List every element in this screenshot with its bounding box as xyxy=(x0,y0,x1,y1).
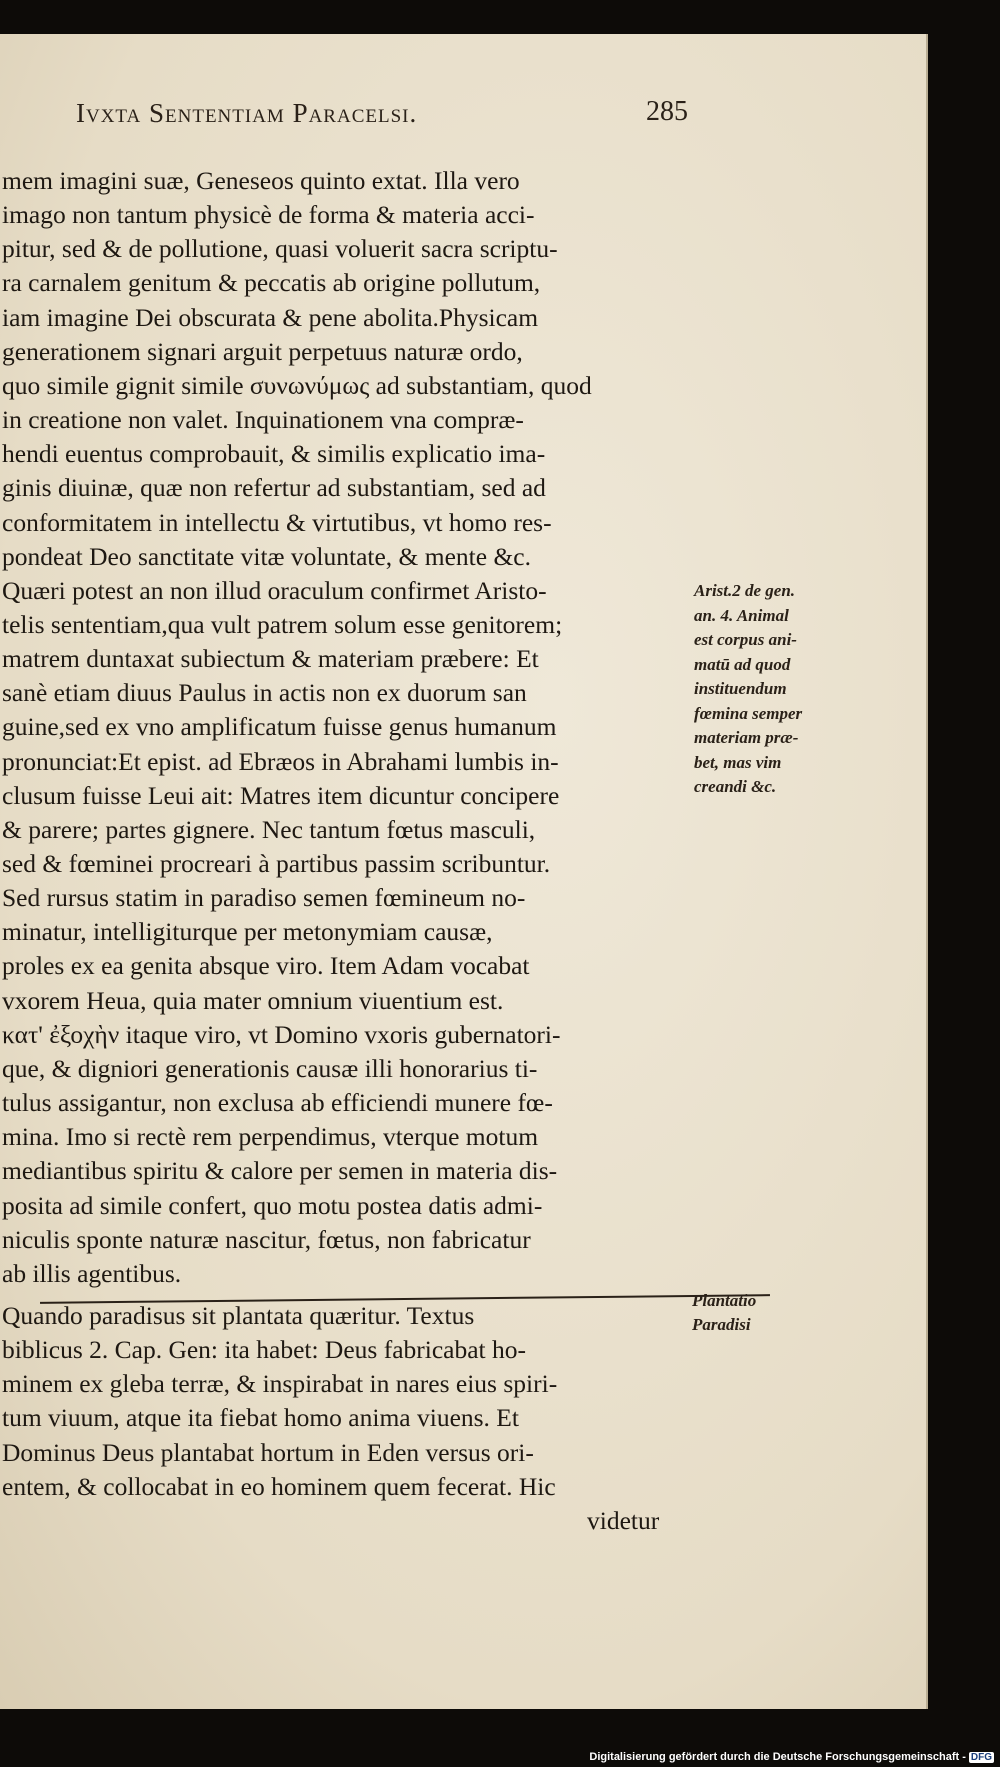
text-line: videtur xyxy=(587,1505,660,1535)
text-line: κατ' ἐξοχὴν itaque viro, vt Domino vxoris gubernatori- xyxy=(2,1019,561,1049)
text-line: Quæri potest an non illud oraculum confirmet Aristo- xyxy=(2,575,547,605)
text-line: Dominus Deus plantabat hortum in Eden versus ori- xyxy=(2,1437,534,1467)
marginal-note-line: an. 4. Animal xyxy=(694,605,789,625)
marginal-note-line: Arist.2 de gen. xyxy=(694,581,796,600)
marginal-note-line: matū ad quod xyxy=(694,654,791,674)
running-head: Ivxta Sententiam Paracelsi. xyxy=(76,98,418,128)
text-line: que, & digniori generationis causæ illi honorarius ti- xyxy=(2,1053,538,1083)
text-line: sanè etiam diuus Paulus in actis non ex duorum san xyxy=(2,678,527,708)
text-line: Sed rursus statim in paradiso semen fœmineum no- xyxy=(2,883,526,913)
text-line: mina. Imo si rectè rem perpendimus, vterque motum xyxy=(2,1122,539,1152)
text-line: telis sententiam,qua vult patrem solum esse genitorem; xyxy=(2,609,563,639)
text-line: quo simile gignit simile συνωνύμως ad substantiam, quod xyxy=(2,370,592,400)
text-line: posita ad simile confert, quo motu postea datis admi- xyxy=(2,1190,543,1220)
text-line: mem imagini suæ, Geneseos quinto extat. Illa vero xyxy=(2,166,520,195)
footer-credit-text: Digitalisierung gefördert durch die Deutsche Forschungsgemeinschaft - xyxy=(589,1751,966,1763)
text-line: vxorem Heua, quia mater omnium viuentium est. xyxy=(2,985,504,1015)
footer-credit xyxy=(589,1751,994,1763)
text-line: biblicus 2. Cap. Gen: ita habet: Deus fabricabat ho- xyxy=(2,1335,527,1365)
text-line: mediantibus spiritu & calore per semen in materia dis- xyxy=(2,1156,558,1186)
book-page xyxy=(0,34,928,1709)
text-line: ra carnalem genitum & peccatis ab origine pollutum, xyxy=(2,268,541,298)
text-line: proles ex ea genita absque viro. Item Adam vocabat xyxy=(2,951,530,981)
dfg-logo: DFG xyxy=(970,1752,992,1763)
text-line: guine,sed ex vno amplificatum fuisse genus humanum xyxy=(2,712,557,742)
text-line: minatur, intelligiturque per metonymiam causæ, xyxy=(2,917,493,947)
text-line: tum viuum, atque ita fiebat homo anima viuens. Et xyxy=(2,1403,519,1433)
marginal-note-line: fœmina semper xyxy=(694,703,803,723)
text-line: pronunciat:Et epist. ad Ebræos in Abrahami lumbis in- xyxy=(2,746,559,776)
text-line: minem ex gleba terræ, & inspirabat in nares eius spiri- xyxy=(2,1369,558,1399)
text-line: pitur, sed & de pollutione, quasi voluerit sacra scriptu- xyxy=(2,234,558,264)
text-line: tulus assigantur, non exclusa ab efficiendi munere fœ- xyxy=(2,1088,553,1118)
marginal-note-line: materiam præ- xyxy=(694,728,799,747)
text-line: ginis diuinæ, quæ non refertur ad substantiam, sed ad xyxy=(2,473,546,503)
text-line: in creatione non valet. Inquinationem vna compræ- xyxy=(2,405,524,435)
text-line: hendi euentus comprobauit, & similis explicatio ima- xyxy=(2,439,546,469)
text-line: conformitatem in intellectu & virtutibus, vt homo res- xyxy=(2,507,552,537)
marginal-note-line: instituendum xyxy=(694,679,787,698)
text-line: & parere; partes gignere. Nec tantum fœtus masculi, xyxy=(2,814,536,844)
marginal-note-line: creandi &c. xyxy=(694,777,777,796)
text-line: generationem signari arguit perpetuus naturæ ordo, xyxy=(2,336,523,366)
marginal-note-line: bet, mas vim xyxy=(694,752,782,772)
text-line: imago non tantum physicè de forma & materia acci- xyxy=(2,200,535,230)
text-line: iam imagine Dei obscurata & pene abolita.Physicam xyxy=(2,302,539,332)
marginal-note-line: Plantatio xyxy=(692,1291,757,1310)
text-line: entem, & collocabat in eo hominem quem fecerat. Hic xyxy=(2,1471,556,1501)
text-line: clusum fuisse Leui ait: Matres item dicuntur concipere xyxy=(2,780,560,810)
text-line: matrem duntaxat subiectum & materiam præbere: Et xyxy=(2,644,539,674)
text-line: Quando paradisus sit plantata quæritur. Textus xyxy=(2,1300,475,1330)
marginal-note-line: est corpus ani- xyxy=(694,630,797,649)
text-line: pondeat Deo sanctitate vitæ voluntate, & mente &c. xyxy=(2,541,531,571)
text-line: sed & fœminei procreari à partibus passim scribuntur. xyxy=(2,849,551,878)
page-number: 285 xyxy=(646,96,688,127)
text-line: niculis sponte naturæ nascitur, fœtus, non fabricatur xyxy=(2,1224,531,1254)
marginal-note-line: Paradisi xyxy=(692,1315,751,1334)
text-line: ab illis agentibus. xyxy=(2,1258,182,1288)
